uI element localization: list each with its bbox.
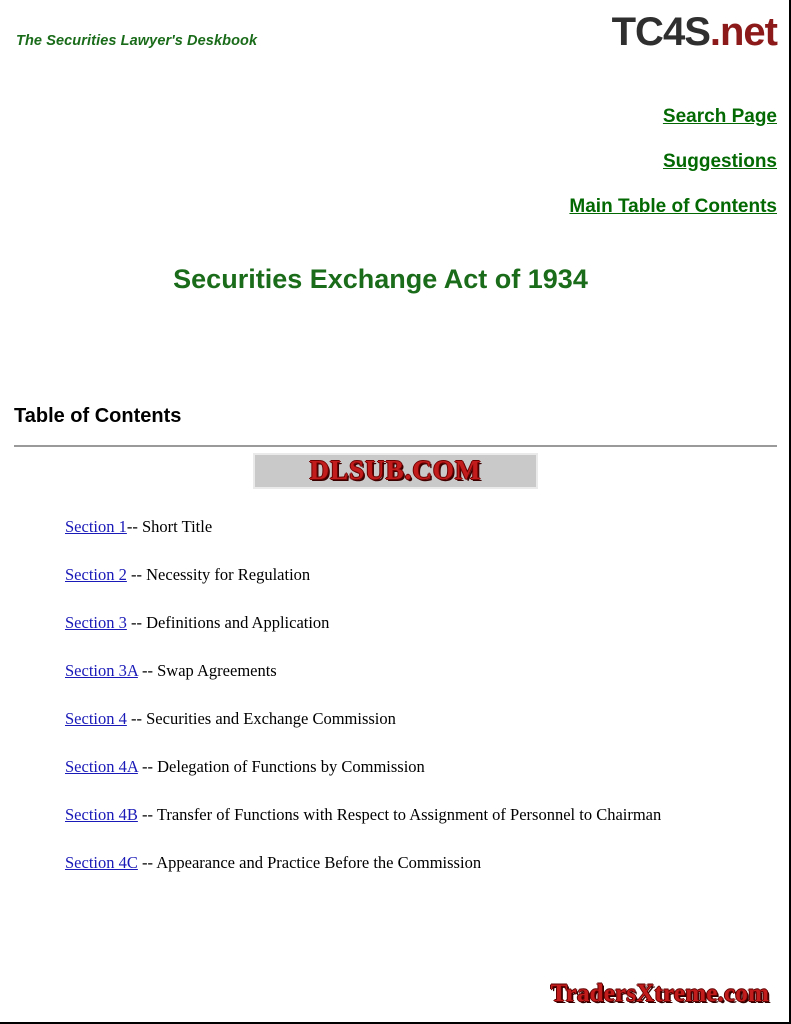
section-link-4a[interactable]: Section 4A (65, 756, 138, 776)
section-description: Necessity for Regulation (146, 564, 311, 584)
section-separator: -- (126, 708, 147, 728)
section-link-3[interactable]: Section 3 (65, 612, 127, 632)
section-description: Swap Agreements (157, 660, 277, 680)
toc-heading: Table of Contents (14, 405, 182, 427)
section-link-4c[interactable]: Section 4C (65, 852, 138, 872)
list-item (65, 853, 791, 873)
section-link-3a[interactable]: Section 3A (65, 660, 138, 680)
section-description: Transfer of Functions with Respect to Assignment of Personnel to Chairman (156, 804, 662, 824)
section-description: Short Title (142, 516, 213, 536)
list-item (65, 517, 791, 537)
section-description: Appearance and Practice Before the Commission (156, 852, 482, 872)
section-separator: -- (126, 516, 142, 536)
list-item (65, 613, 791, 633)
section-separator: -- (137, 756, 158, 776)
section-separator: -- (137, 852, 157, 872)
section-description: Delegation of Functions by Commission (157, 756, 425, 776)
page-title: Securities Exchange Act of 1934 (173, 264, 588, 294)
section-link-1[interactable]: Section 1 (65, 516, 127, 536)
section-separator: -- (126, 564, 147, 584)
nav-links (0, 106, 791, 218)
section-description: Securities and Exchange Commission (146, 708, 396, 728)
nav-link-search-page[interactable]: Search Page (662, 106, 777, 127)
section-separator: -- (137, 804, 157, 824)
section-link-4b[interactable]: Section 4B (65, 804, 138, 824)
section-link-4[interactable]: Section 4 (65, 708, 127, 728)
site-logo (612, 10, 777, 55)
page-header (0, 0, 791, 80)
footer-brand: TradersXtreme.com (550, 980, 769, 1007)
nav-link-suggestions[interactable]: Suggestions (662, 151, 777, 172)
toc-section-list (0, 517, 791, 873)
section-link-2[interactable]: Section 2 (65, 564, 127, 584)
deskbook-title: The Securities Lawyer's Deskbook (16, 33, 258, 49)
watermark-text: DLSUB.COM (309, 455, 482, 486)
list-item (65, 709, 791, 729)
nav-link-main-table-of-contents[interactable]: Main Table of Contents (569, 196, 777, 217)
list-item (65, 805, 791, 825)
watermark-banner (253, 453, 538, 489)
list-item (65, 661, 791, 681)
section-separator: -- (126, 612, 147, 632)
site-logo-name: TC4S (611, 10, 710, 54)
site-logo-tld: .net (709, 10, 777, 54)
horizontal-divider (14, 445, 777, 447)
list-item (65, 757, 791, 777)
watermark-banner-area (0, 451, 791, 495)
section-separator: -- (137, 660, 158, 680)
list-item (65, 565, 791, 585)
section-description: Definitions and Application (146, 612, 330, 632)
